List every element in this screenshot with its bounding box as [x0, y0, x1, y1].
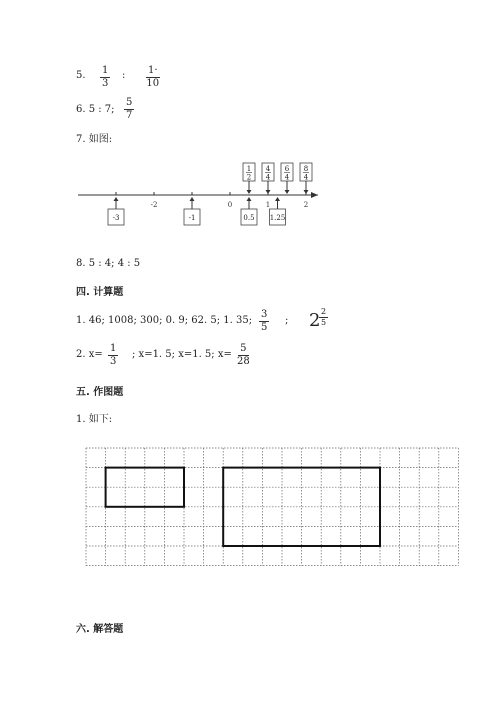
answer-5-fraction-1 — [100, 66, 110, 89]
numerator: 3 — [261, 309, 268, 320]
section-4-title: 四. 计算题 — [76, 287, 124, 298]
value-box-label: -1 — [188, 214, 196, 222]
section-4-answer-2-fraction-1 — [108, 344, 118, 367]
answer-6-fraction — [124, 98, 134, 121]
denominator: 28 — [237, 356, 250, 367]
fraction-box-numerator: 1 — [246, 165, 252, 173]
answer-6-label: 6. 5 : 7; — [76, 104, 115, 115]
pointer-arrowhead — [285, 190, 290, 194]
pointer-arrowhead — [247, 197, 252, 201]
section-5-title: 五. 作图题 — [76, 387, 124, 398]
pointer-arrowhead — [114, 197, 119, 201]
denominator: 5 — [321, 318, 327, 327]
denominator: 7 — [126, 110, 133, 121]
numerator: 1 — [102, 65, 109, 76]
separator: ; — [285, 315, 289, 326]
fraction-box-denominator: 4 — [265, 173, 271, 182]
section-6-title: 六. 解答题 — [76, 624, 124, 635]
value-box-label: -3 — [112, 214, 120, 222]
denominator: 3 — [110, 356, 117, 367]
fraction-box-numerator: 8 — [303, 165, 309, 173]
drawing-grid — [0, 440, 500, 595]
tick-label: 0 — [227, 201, 233, 209]
section-4-answer-2-middle: ; x=1. 5; x=1. 5; x= — [132, 349, 232, 360]
pointer-arrowhead — [275, 197, 280, 201]
fraction-box-denominator: 4 — [284, 173, 290, 182]
section-4-answer-1-fraction — [259, 310, 269, 333]
section-4-answer-2-prefix: 2. x= — [76, 349, 103, 360]
tick-label: -2 — [150, 201, 158, 209]
mixed-number-whole: 2 — [309, 310, 321, 331]
pointer-arrowhead — [304, 190, 309, 194]
value-box-label: 0.5 — [243, 214, 255, 222]
section-4-answer-2-fraction-2 — [237, 344, 250, 367]
answer-5-label: 5. — [76, 70, 86, 81]
value-box-label: 1.25 — [269, 214, 286, 222]
section-4-answer-1: 1. 46; 1008; 300; 0. 9; 62. 5; 1. 35; — [76, 315, 253, 326]
tick-label: 1 — [265, 201, 271, 209]
fraction-box-numerator: 6 — [284, 165, 290, 173]
denominator: 10 — [146, 78, 160, 89]
axis-arrowhead — [311, 192, 318, 198]
pointer-arrowhead — [190, 197, 195, 201]
section-5-answer-1: 1. 如下: — [76, 414, 113, 425]
answer-7-label: 7. 如图: — [76, 134, 113, 145]
fraction-box-denominator: 2 — [246, 173, 252, 182]
pointer-arrowhead — [247, 190, 252, 194]
answer-8-label: 8. 5 : 4; 4 : 5 — [76, 258, 141, 269]
numerator: 1 — [110, 343, 117, 354]
fraction-box-numerator: 4 — [265, 165, 271, 173]
answer-5-fraction-2 — [146, 66, 160, 89]
ratio-colon: : — [122, 70, 126, 81]
numerator: 1· — [148, 65, 158, 76]
mixed-number-fraction — [319, 308, 328, 327]
denominator: 3 — [102, 78, 109, 89]
denominator: 5 — [261, 322, 268, 333]
tick-label: 2 — [303, 201, 309, 209]
numerator: 5 — [126, 97, 133, 108]
number-line-figure — [0, 150, 500, 230]
numerator: 2 — [321, 307, 327, 316]
numerator: 5 — [240, 343, 247, 354]
pointer-arrowhead — [266, 190, 271, 194]
fraction-box-denominator: 4 — [303, 173, 309, 182]
